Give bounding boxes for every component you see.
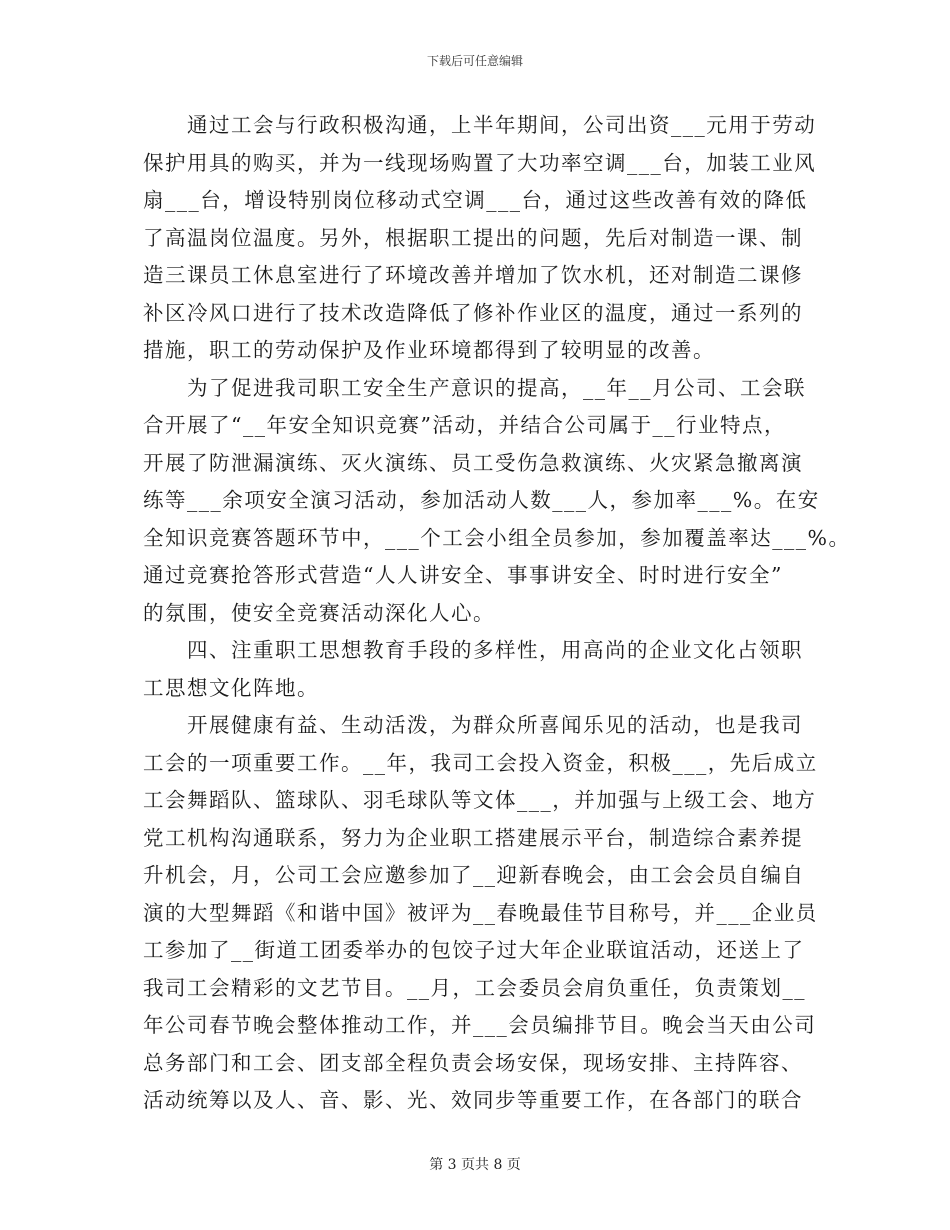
paragraph-line: 的氛围，使安全竞赛活动深化人心。 xyxy=(143,600,495,625)
page-footer: 第 3 页共 8 页 xyxy=(429,1157,521,1173)
paragraph-line: 扇___台，增设特别岗位移动式空调___台，通过这些改善有效的降低 xyxy=(143,188,808,212)
paragraph-line: 为了促进我司职工安全生产意识的提高，__年__月公司、工会联 xyxy=(187,375,806,400)
paragraph-line: 升机会，月，公司工会应邀参加了__迎新春晚会，由工会会员自编自 xyxy=(143,863,805,887)
paragraph-line: 演的大型舞蹈《和谐中国》被评为__春晚最佳节目称号，并___企业员 xyxy=(143,900,818,925)
page-header: 下载后可任意编辑 xyxy=(426,54,523,68)
paragraph-line: 总务部门和工会、团支部全程负责会场安保，现场安排、主持阵容、 xyxy=(143,1050,803,1075)
paragraph-line: 年公司春节晚会整体推动工作，并___会员编排节目。晚会当天由公司 xyxy=(143,1013,817,1037)
paragraph-line: 补区冷风口进行了技术改造降低了修补作业区的温度，通过一系列的 xyxy=(143,300,803,325)
section-heading-line: 工思想文化阵地。 xyxy=(143,675,319,700)
paragraph-line: 工会舞蹈队、篮球队、羽毛球队等文体___，并加强与上级工会、地方 xyxy=(143,788,817,812)
section-heading-line: 四、注重职工思想教育手段的多样性，用高尚的企业文化占领职 xyxy=(187,638,803,662)
paragraph-line: 合开展了“__年安全知识竞赛”活动，并结合公司属于__行业特点， xyxy=(143,413,786,437)
document-body xyxy=(143,107,851,1120)
paragraph-line: 通过竞赛抢答形式营造“人人讲安全、事事讲安全、时时进行安全” xyxy=(143,563,783,587)
paragraph-line: 活动统筹以及人、音、影、光、效同步等重要工作，在各部门的联合 xyxy=(143,1088,803,1112)
paragraph-line: 党工机构沟通联系，努力为企业职工搭建展示平台，制造综合素养提 xyxy=(143,825,803,850)
paragraph-line: 开展健康有益、生动活泼，为群众所喜闻乐见的活动，也是我司 xyxy=(187,713,803,737)
paragraph-line: 全知识竞赛答题环节中，___个工会小组全员参加，参加覆盖率达___%。 xyxy=(143,525,851,550)
paragraph-line: 通过工会与行政积极沟通，上半年期间，公司出资___元用于劳动 xyxy=(187,113,817,137)
paragraph-line: 练等___余项安全演习活动，参加活动人数___人，参加率___%。在安 xyxy=(143,488,820,512)
paragraph-line: 工会的一项重要工作。__年，我司工会投入资金，积极___，先后成立 xyxy=(143,750,818,775)
paragraph-line: 了高温岗位温度。另外，根据职工提出的问题，先后对制造一课、制 xyxy=(143,225,803,250)
paragraph-line: 保护用具的购买，并为一线现场购置了大功率空调___台，加装工业风 xyxy=(143,150,817,175)
paragraph-line: 造三课员工休息室进行了环境改善并增加了饮水机，还对制造二课修 xyxy=(143,263,803,287)
paragraph-line: 措施，职工的劳动保护及作业环境都得到了较明显的改善。 xyxy=(143,338,715,362)
paragraph-line: 我司工会精彩的文艺节目。__月，工会委员会肩负重任，负责策划__ xyxy=(143,975,806,1000)
paragraph-line: 工参加了__街道工团委举办的包饺子过大年企业联谊活动，还送上了 xyxy=(143,938,805,962)
paragraph-line: 开展了防泄漏演练、灭火演练、员工受伤急救演练、火灾紧急撤离演 xyxy=(143,450,803,475)
